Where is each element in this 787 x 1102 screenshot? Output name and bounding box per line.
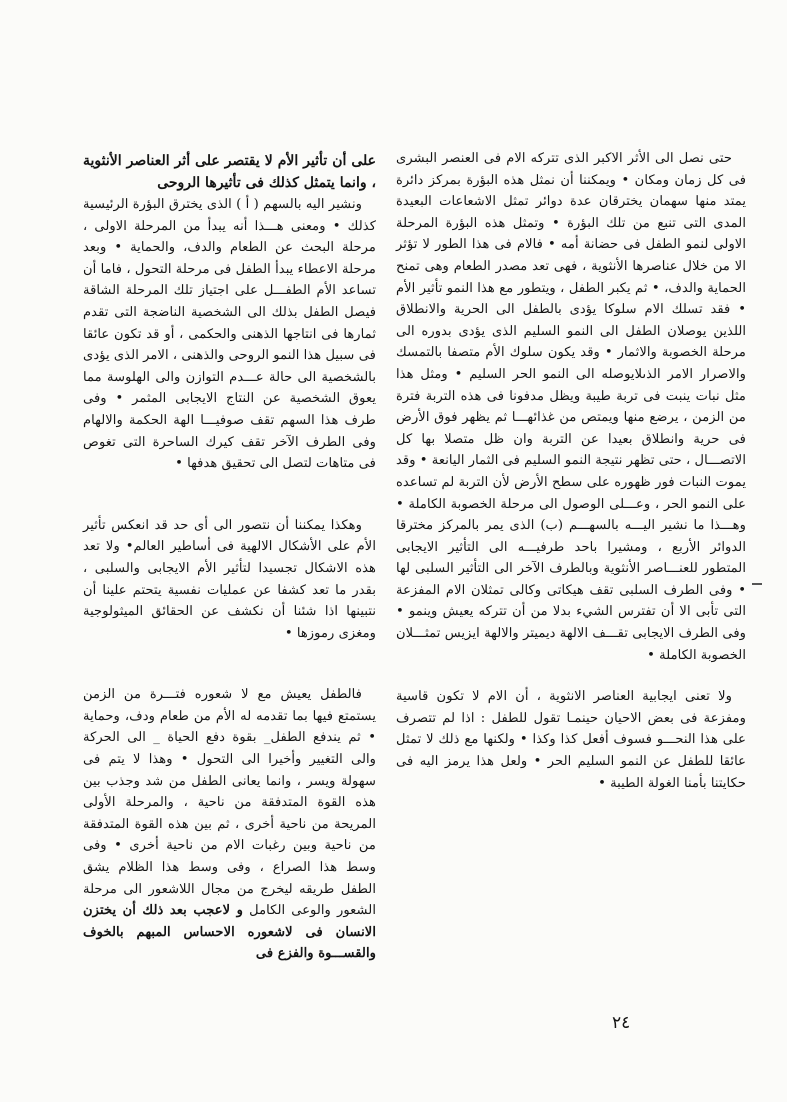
- section-heading: على أن تأثير الأم لا يقتصر على أثر العناصر الأنثوية ، وانما يتمثل كذلك فى تأثيرها الروحى: [83, 153, 376, 191]
- page-number: ٢٤: [612, 1013, 631, 1033]
- right-column: [396, 148, 746, 794]
- margin-mark: [752, 583, 762, 585]
- left-paragraph-3-bold: و لاعجب بعد ذلك أن يختزن الانسان فى لاشعوره الاحساس المبهم بالخوف والقســـوة والفزع فى: [83, 903, 376, 962]
- left-paragraph-3-text: فالطفل يعيش مع لا شعوره فتـــرة من الزمن يستمتع فيها بما تقدمه له الأم من طعام ودف، وحماية • ثم يندفع الطفل_ بقوة دفع الحياة _ الى الحركة والى التغيير وأخيرا الى التحول • وهذا لا يتم فى سهولة ويسر ، وانما يعانى الطفل من شد وجذب بين هذه القوة المتدفقة من ناحية ، والمرحلة الأولى المريحة من ناحية أخرى ، ثم بين هذه القوة المتدفقة من ناحية وبين رغبات الام من ناحية أخرى • وفى وسط هذا الصراع ، وفى وسط هذا الظلام يشق الطفل طريقه ليخرج من مجال اللاشعور الى مرحلة الشعور والوعى الكامل: [83, 687, 376, 919]
- left-paragraph-3: [83, 684, 376, 965]
- left-paragraph-2: وهكذا يمكننا أن نتصور الى أى حد قد انعكس تأثير الأم على الأشكال الالهية فى أساطير العالم• ولا تعد هذه الاشكال تجسيدا لتأثير الأم الايجابى والسلبى ، بقدر ما تعد كشفا عن عمليات نفسية يتحتم علينا أن نتبينها اذا شئنا أن نكشف عن الحقائق الميثولوجية ومغزى رموزها •: [83, 517, 376, 641]
- right-paragraph-2: ولا تعنى ايجابية العناصر الانثوية ، أن الام لا تكون قاسية ومفزعة فى بعض الاحيان حينمـا تقول للطفل : اذا لم تتصرف على هذا النحـــو فسوف أفعل كذا وكذا • ولكنها مع ذلك لا تمثل عائقا للطفل عن النمو السليم الحر • ولعل هذا يرمز اليه فى حكايتنا بأمنا الغولة الطيبة •: [396, 689, 746, 791]
- left-column: [83, 150, 376, 965]
- right-paragraph-1: حتى نصل الى الأثر الاكبر الذى تتركه الام فى العنصر البشرى فى كل زمان ومكان • ويمكننا أن نمثل هذه البؤرة بمركز دائرة يمتد منها سهمان يخترقان عدة دوائر تمثل الاشعاعات البعيدة المدى التى تنبع من تلك البؤرة • وتمثل هذه البؤرة المرحلة الاولى لنمو الطفل فى حضانة أمه • فالام فى هذا الطور لا تؤثر الا من خلال عناصرها الأنثوية ، فهى تعد مصدر الطعام وهى تمنح الحماية والدف، • ثم يكبر الطفل ، ويتطور مع هذا النمو تأثير الأم • فقد تسلك الام سلوكا يؤدى بالطفل الى الحرية والانطلاق اللذين يوصلان الطفل الى النمو السليم الذى يؤدى بدوره الى مرحلة الخصوبة والاثمار • وقد يكون سلوك الأم متصفا بالتمسك والاصرار الامر الذىلايوصله الى النمو الحر السليم • ومثل هذا مثل نبات ينبت فى تربة طيبة ويظل مدفونا فى هذه التربة فترة من الزمن ، يرضع منها ويمتص من غذائهـــا ثم يظهر فوق الأرض فى حرية وانطلاق بعيدا عن التربة وان ظل متصلا بها كل الاتصـــال ، حتى تظهر نتيجة النمو السليم فى الثمار اليانعة • وقد يموت النبات فور ظهوره على سطح الأرض لأن التربة لم تساعده على النمو الحر ، وعـــلى الوصول الى مرحلة الخصوبة الكاملة • وهـــذا ما نشير اليـــه بالسهـــم (ب) الذى يمر بالمركز مخترقا الدوائر الأربع ، ومشيرا باحد طرفيـــه الى التأثير الايجابى المتطور للعنـــاصر الأنثوية وبالطرف الآخر الى التأثير السلبى لها • وفى الطرف السلبى تقف هيكاتى وكالى تمثلان الام المفزعة التى تأبى الا أن تفترس الشيء بدلا من أن تتركه يعيش وينمو • وفى الطرف الايجابى تقـــف الالهة ديميتر والالهة ايزيس تمثـــلان الخصوبة الكاملة •: [396, 151, 746, 663]
- left-paragraph-1: ونشير اليه بالسهم ( أ ) الذى يخترق البؤرة الرئيسية كذلك • ومعنى هـــذا أنه يبدأ من المرحلة الاولى ، مرحلة البحث عن الطعام والدف، والحماية • وبعد مرحلة الاعطاء يبدأ الطفل فى مرحلة التحول ، فاما أن تساعد الأم الطفـــل على اجتياز تلك المرحلة الشاقة فيصل الطفل بذلك الى الشخصية الناضجة التى تقدم ثمارها فى انتاجها الذهنى والحكمى ، أو قد تكون عائقا فى سبيل هذا النمو الروحى والذهنى ، الامر الذى يؤدى بالشخصية الى حالة عـــدم التوازن والى الهلوسة مما يعوق الشخصية عن النتاج الايجابى المثمر • وفى طرف هذا السهم تقف صوفيـــا الهة الحكمة والالهام وفى الطرف الآخر تقف كيرك الساحرة التى تغوص فى متاهات لتصل الى تحقيق هدفها •: [83, 197, 376, 472]
